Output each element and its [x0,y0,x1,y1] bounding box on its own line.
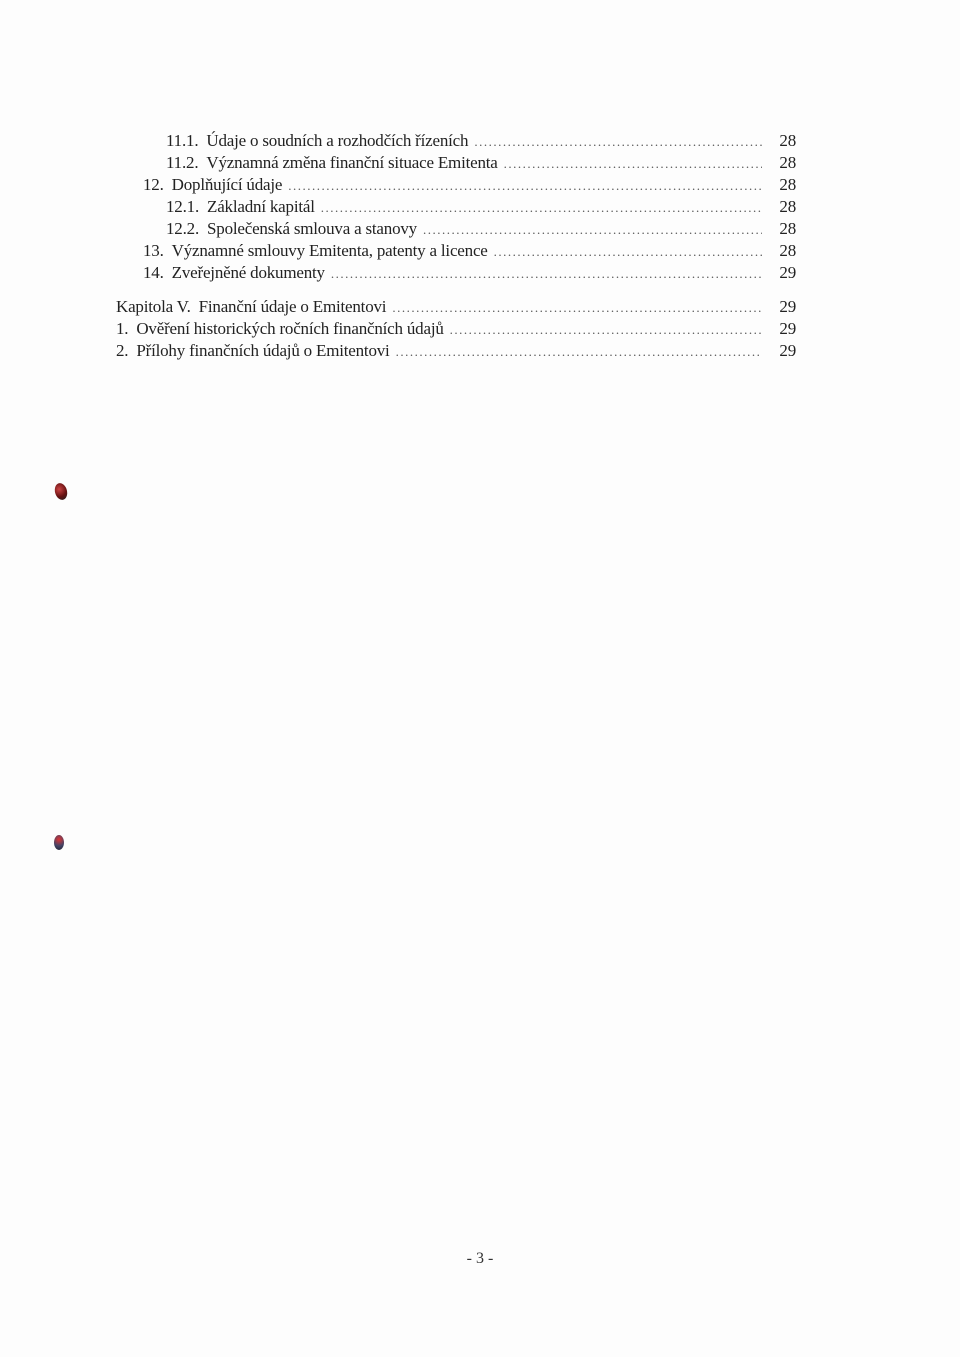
toc-chapter-number: Kapitola V. [116,297,191,316]
toc-leader-dots [504,156,762,172]
toc-leader-dots [392,300,762,316]
binder-hole-mark [53,482,69,502]
toc-entry-page: 29 [779,341,796,360]
toc-entry[interactable] [116,131,796,153]
toc-leader-dots [288,178,762,194]
toc-leader-dots [331,266,762,282]
toc-entry-page: 28 [779,219,796,238]
toc-entry[interactable] [116,263,796,285]
toc-entry-number: 14. [143,263,164,282]
toc-entry-title: Přílohy finančních údajů o Emitentovi [136,341,390,360]
toc-entry[interactable] [116,219,796,241]
toc-entry-title: Významné smlouvy Emitenta, patenty a licence [171,241,488,260]
toc-entry[interactable] [116,241,796,263]
toc-entry-number: 12.2. [166,219,200,238]
toc-entry-number: 2. [116,341,129,360]
toc-entry-page: 29 [779,297,796,316]
toc-chapter-entry[interactable] [116,297,796,319]
toc-entry-title: Základní kapitál [207,197,315,216]
toc-entry-page: 28 [779,153,796,172]
toc-entry-page: 28 [779,175,796,194]
page-number-footer: - 3 - [466,1250,494,1267]
toc-entry-page: 29 [779,319,796,338]
toc-leader-dots [450,322,762,338]
toc-entry-page: 28 [779,197,796,216]
toc-chapter-title: Finanční údaje o Emitentovi [198,297,387,316]
binder-hole-mark [54,835,64,850]
toc-entry-title: Doplňující údaje [171,175,283,194]
toc-entry-page: 29 [779,263,796,282]
toc-entry-title: Ověření historických ročních finančních údajů [136,319,444,338]
toc-entry-page: 28 [779,131,796,150]
toc-entry[interactable] [116,197,796,219]
toc-leader-dots [423,222,762,238]
toc-entry-number: 11.1. [166,131,199,150]
toc-leader-dots [321,200,762,216]
toc-leader-dots [494,244,762,260]
toc-entry-number: 12.1. [166,197,200,216]
toc-leader-dots [474,134,762,150]
toc-entry[interactable] [116,153,796,175]
toc-entry[interactable] [116,341,796,363]
toc-leader-dots [396,344,762,360]
toc-entry-number: 11.2. [166,153,199,172]
toc-entry-title: Společenská smlouva a stanovy [207,219,417,238]
toc-entry-title: Údaje o soudních a rozhodčích řízeních [206,131,469,150]
toc-entry-number: 13. [143,241,164,260]
table-of-contents [116,131,796,363]
section-gap [116,285,796,297]
toc-entry-page: 28 [779,241,796,260]
toc-entry-title: Významná změna finanční situace Emitenta [206,153,498,172]
toc-entry-number: 1. [116,319,129,338]
toc-entry[interactable] [116,175,796,197]
toc-entry[interactable] [116,319,796,341]
toc-entry-number: 12. [143,175,164,194]
toc-entry-title: Zveřejněné dokumenty [171,263,325,282]
